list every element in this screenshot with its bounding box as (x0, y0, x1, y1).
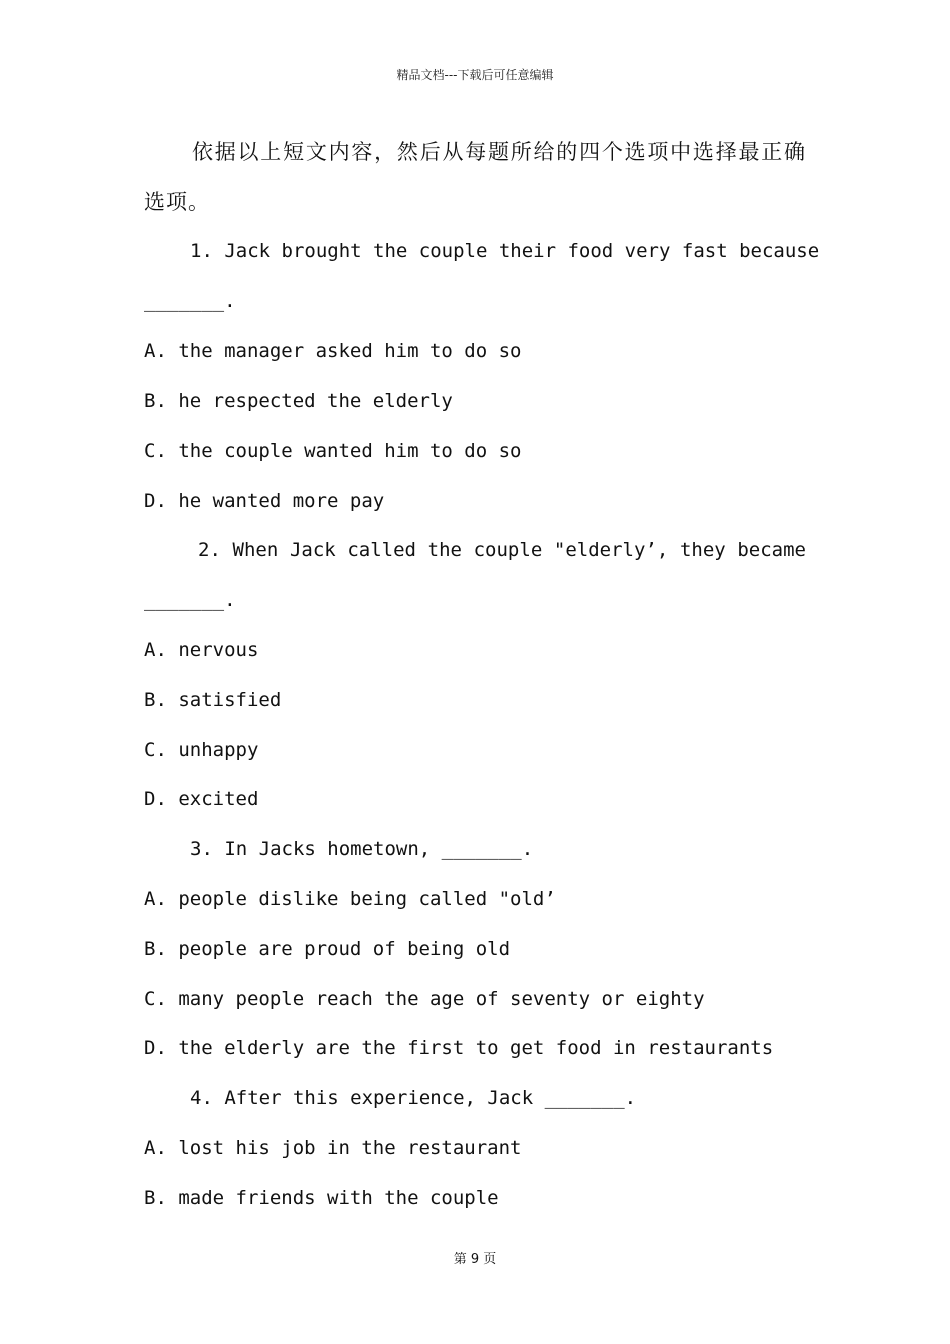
question-1-blank: _______. (144, 290, 236, 312)
question-2-stem: 2. When Jack called the couple "elderly’, they became (198, 539, 806, 561)
page-header: 精品文档---下载后可任意编辑 (396, 68, 554, 82)
page-number: 第 9 页 (453, 1252, 497, 1267)
question-2-option-b: B. satisfied (144, 689, 282, 711)
instruction-line-1: 依据以上短文内容，然后从每题所给的四个选项中选择最正确 (192, 140, 806, 164)
question-3-option-c: C. many people reach the age of seventy or eighty (144, 988, 705, 1010)
question-4-option-b: B. made friends with the couple (144, 1187, 499, 1209)
question-1-option-a: A. the manager asked him to do so (144, 340, 522, 362)
question-2-option-d: D. excited (144, 788, 259, 810)
question-1-option-b: B. he respected the elderly (144, 390, 453, 412)
question-4-option-a: A. lost his job in the restaurant (144, 1137, 522, 1159)
question-1-option-c: C. the couple wanted him to do so (144, 440, 522, 462)
question-3-option-a: A. people dislike being called "old’ (144, 888, 556, 910)
instruction-line-2: 选项。 (144, 190, 210, 214)
question-1-option-d: D. he wanted more pay (144, 490, 385, 512)
question-2-option-a: A. nervous (144, 639, 259, 661)
question-2-blank: _______. (144, 589, 236, 611)
question-3-option-d: D. the elderly are the first to get food in restaurants (144, 1037, 774, 1059)
question-4-stem: 4. After this experience, Jack _______. (190, 1087, 637, 1109)
question-3-option-b: B. people are proud of being old (144, 938, 511, 960)
question-1-stem: 1. Jack brought the couple their food very fast because (190, 240, 820, 262)
question-2-option-c: C. unhappy (144, 739, 259, 761)
question-3-stem: 3. In Jacks hometown, _______. (190, 838, 534, 860)
